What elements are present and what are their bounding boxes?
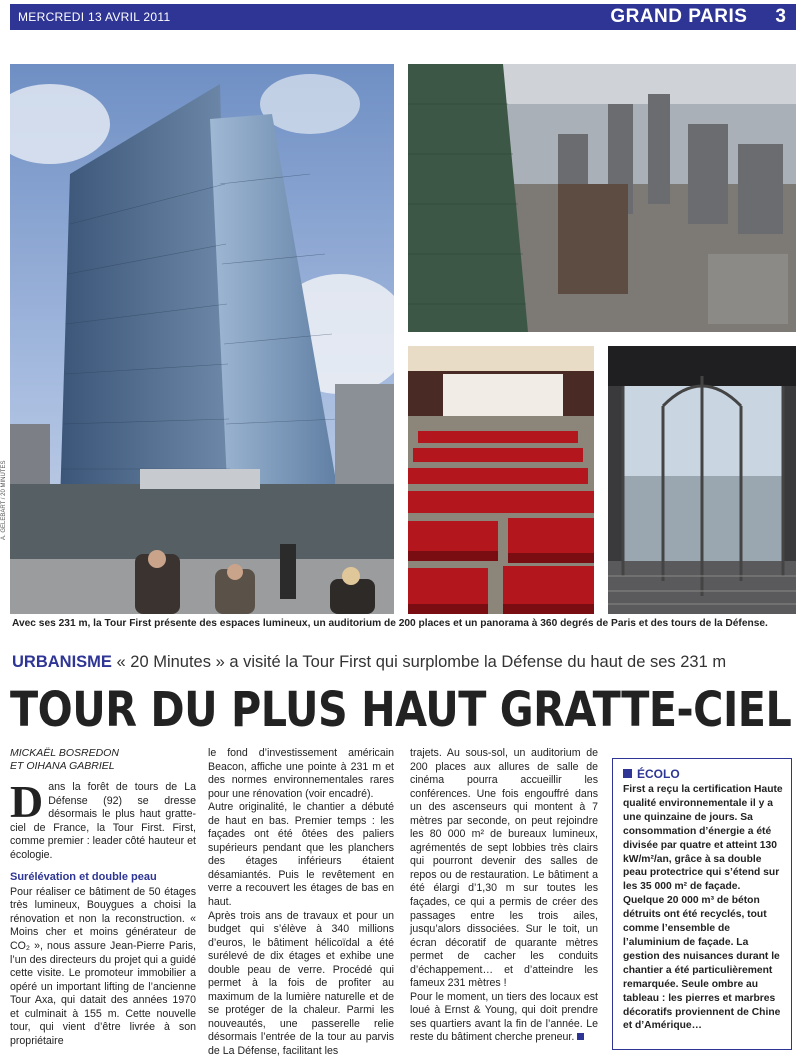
col1-paragraph: Pour réaliser ce bâtiment de 50 étages très lumineux, Bouygues a choisi la rénovation et non la reconstruction. « Moins cher et moins générateur de CO₂ », nous assure Jean-Pierre Paris, l’un des directeurs du projet qui a guidé cette visite. Le promoteur immobilier a opéré un important lifting de l’ancienne Tour Axa, qui datait des années 1970 et culminait à 155 m. Cette nouvelle tour, qui vient d’être livrée à son propriétaire xyxy=(10,885,196,1047)
col3-paragraph-2 xyxy=(410,991,598,1045)
photo-panorama xyxy=(408,64,796,332)
section-name: GRAND PARIS xyxy=(610,6,748,27)
col3-paragraph-2-text: Pour le moment, un tiers des locaux est loué à Ernst & Young, qui doit prendre ses quartiers avant la fin de l’année. Le reste du bâtiment cherche preneur. xyxy=(410,990,598,1044)
sidebar-box xyxy=(612,758,792,1050)
article-column-2 xyxy=(208,747,394,1059)
issue-date: MERCREDI 13 AVRIL 2011 xyxy=(18,10,171,24)
byline-line-1: MICKAËL BOSREDON xyxy=(10,747,119,759)
page-header xyxy=(10,4,796,30)
end-mark-icon xyxy=(577,1033,584,1040)
photo-auditorium xyxy=(408,346,594,614)
photo-credit: A. GELEBART / 20 MINUTES xyxy=(1,460,7,540)
byline-line-2: ET OIHANA GABRIEL xyxy=(10,760,115,772)
page-number: 3 xyxy=(775,6,786,27)
subheading: Surélévation et double peau xyxy=(10,871,157,884)
drop-cap: D xyxy=(10,776,44,827)
headline: TOUR DU PLUS HAUT GRATTE-CIEL xyxy=(10,682,792,738)
sidebar-title-text: ÉCOLO xyxy=(637,767,680,781)
square-bullet-icon xyxy=(623,769,632,778)
kicker xyxy=(12,653,726,672)
article-column-3 xyxy=(410,747,598,1045)
article-column-1 xyxy=(10,747,196,1048)
col3-paragraph-1: trajets. Au sous-sol, un auditorium de 200 places aux allures de salle de cinéma pourra accueillir les conférences. Une fois engouffré dans un des ascenseurs qui montent à 7 mètres par seconde, on peut rejoindre les 80 000 m² de bureaux lumineux, agrémentés de sept lobbies très clairs qui pourront devenir des salles de repos ou de restauration. Le bâtiment a été élargi d’1,30 m sur toutes les façades, ce qui a permis de créer des passages entre les trois ailes, jusqu’alors dissociées. Sur le toit, un écran décoratif de quarante mètres permet de cacher les conduits d’échappement… et d’atteindre les fameux 231 mètres ! xyxy=(410,747,598,990)
photo-tower xyxy=(10,64,394,614)
sidebar-title xyxy=(623,767,783,781)
sidebar-text: First a reçu la certification Haute qualité environnementale il y a une quinzaine de jours. Sa consommation d’énergie a été divisée par quatre et atteint 130 kW/m²/an, grâce à sa double peau protectrice qui s’étend sur les 35 000 m² de façade. Quelque 20 000 m³ de béton détruits ont été recyclés, tout comme l’ensemble de l’aluminium de façade. La gestion des nuisances durant le chantier a été particulièrement remarquée. Seule ombre au tableau : les pierres et marbres décoratifs proviennent de Chine et d’Amérique… xyxy=(623,784,783,1032)
kicker-label: URBANISME xyxy=(12,653,112,671)
col2-paragraph-2: Autre originalité, le chantier a débuté de haut en bas. Premier temps : les façades ont été ôtées des paliers supérieurs pendant que les planchers des étages inférieurs étaient désamiantés. Puis le revêtement en verre a recouvert les étages de bas en haut. xyxy=(208,801,394,909)
col2-paragraph-3: Après trois ans de travaux et pour un budget qui s’élève à 340 millions d’euros, le bâtiment hélicoïdal a été surélevé de dix étages et exhibe une double peau de verre. Procédé qui permet à la fois de profiter au maximum de la lumière naturelle et de se protéger de la chaleur. Parmi les nouveautés, une passerelle relie désormais l’entrée de la tour au parvis de La Défense, facilitant les xyxy=(208,909,394,1058)
kicker-text: « 20 Minutes » a visité la Tour First qui surplombe la Défense du haut de ses 231 m xyxy=(111,653,727,671)
lead-text: ans la forêt de tours de La Défense (92) se dresse désormais le plus haut gratte-ciel de France, la Tour First. First, comme premier : leader côté hauteur et écologie. xyxy=(10,781,196,861)
lead-paragraph xyxy=(10,776,196,862)
photo-door xyxy=(608,346,796,614)
col2-paragraph-1: le fond d’investissement américain Beacon, affiche une pointe à 231 m et des normes environnementales rares pour une rénovation (voir encadré). xyxy=(208,747,394,800)
byline xyxy=(10,747,196,773)
photo-caption: Avec ses 231 m, la Tour First présente des espaces lumineux, un auditorium de 200 places et un panorama à 360 degrés de Paris et des tours de la Défense. xyxy=(12,618,768,629)
